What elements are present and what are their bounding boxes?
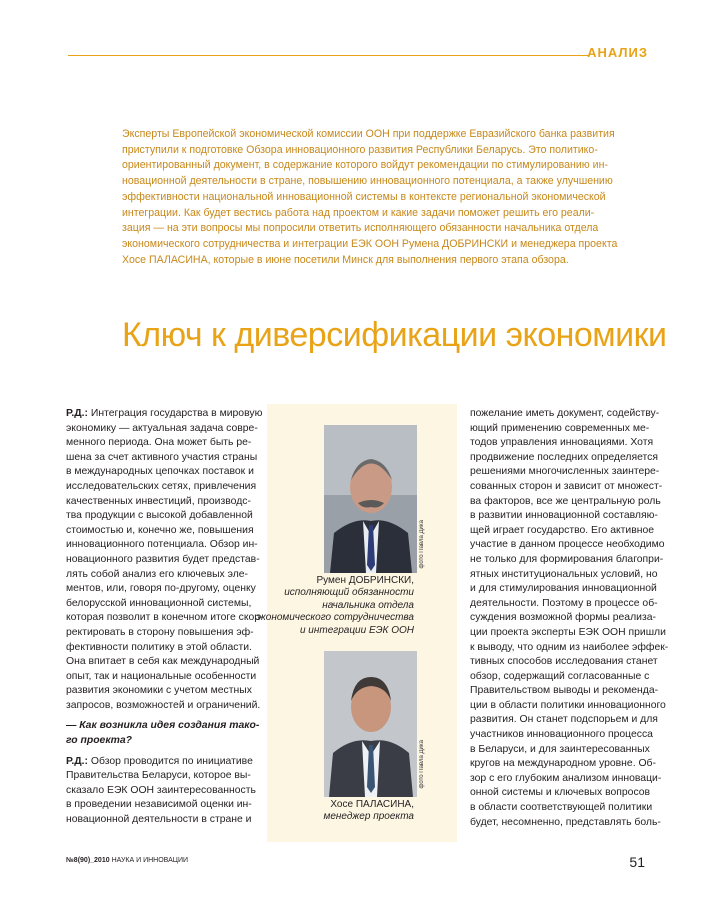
body-line: качественных инвестиций, производс- xyxy=(66,495,251,507)
body-line: ющий применению современных ме- xyxy=(470,422,650,434)
lead-line: новационной деятельности в стране, повышению инновационного потенциала, а также улучшению xyxy=(122,175,613,188)
portrait-photo-palacin xyxy=(324,651,417,797)
body-line: исследовательских сетях, привлечения xyxy=(66,480,257,492)
lead-line: экономического сотрудничества и интеграции ЕЭК ООН Румена ДОБРИНСКИ и менеджера проекта xyxy=(122,237,618,250)
issue-number: №8(90)_2010 xyxy=(66,857,110,864)
lead-line: интеграции. Как будет вестись работа над проектом и какие задачи поможет решить его реали- xyxy=(122,206,595,219)
body-line: к выводу, что одним из наиболее эффек- xyxy=(470,641,669,653)
body-line: которая позволит в конечном итоге скор- xyxy=(66,612,264,624)
body-line: ции в области политики инновационного xyxy=(470,699,666,711)
body-line: Правительства Беларуси, которое вы- xyxy=(66,770,251,782)
body-line: тва продукции с высокой добавленной xyxy=(66,510,253,522)
page-number: 51 xyxy=(629,854,645,870)
body-line: новационной деятельности в стране и xyxy=(66,814,252,826)
person-role: экономического сотрудничества xyxy=(256,612,414,624)
person-role: исполняющий обязанности xyxy=(284,587,414,599)
lead-line: ориентированный документ, в содержание которого войдут рекомендации по стимулированию ин- xyxy=(122,159,608,172)
body-line: Она впитает в себя как международный xyxy=(66,656,260,668)
body-line: кругов на международном уровне. Об- xyxy=(470,758,656,770)
body-line: в международных цепочках поставок и xyxy=(66,466,254,478)
body-line: не только для формирования благопри- xyxy=(470,553,664,565)
body-line: опыт, так и национальные особенности xyxy=(66,670,257,682)
body-line: ятных институциональных условий, но xyxy=(470,568,658,580)
body-line: фективности политику в этой области. xyxy=(66,641,252,653)
speaker-initials: Р.Д.: xyxy=(66,408,89,419)
body-line: тивных способов исследования станет xyxy=(470,656,658,668)
caption-dobrinski xyxy=(256,575,414,637)
body-line: продвижение последних определяется xyxy=(470,451,658,463)
body-line: тодов управления инновациями. Хотя xyxy=(470,437,654,449)
body-line: лять собой анализ его ключевых эле- xyxy=(66,568,249,580)
body-line: шена за счет активного участия страны xyxy=(66,451,258,463)
photo-credit: фото Павла Дика xyxy=(419,740,425,789)
body-line: и для стимулирования инновационной xyxy=(470,583,657,595)
body-line: обзор, содержащий согласованные с xyxy=(470,670,650,682)
body-line: в Беларуси, и для заинтересованных xyxy=(470,743,650,755)
text-column-left xyxy=(66,407,264,828)
body-line: зор с его глубоким анализом инноваци- xyxy=(470,772,662,784)
interview-question: — Как возникла идея создания тако- xyxy=(66,720,260,732)
speaker-initials: Р.Д.: xyxy=(66,755,89,767)
lead-line: приступили к подготовке Обзора инновационного развития Республики Беларусь. Это политико- xyxy=(122,143,598,156)
portrait-illustration xyxy=(324,425,417,573)
body-line: Обзор проводится по инициативе xyxy=(88,755,253,767)
body-line: экономику — актуальная задача совре- xyxy=(66,422,258,434)
interview-question: го проекта? xyxy=(66,735,132,747)
body-line: инновационного потенциала. Обзор ин- xyxy=(66,539,258,551)
text-column-right xyxy=(470,407,669,830)
body-line: онной системы и ключевых вопросов xyxy=(470,787,651,799)
body-line: белорусской инновационной системы, xyxy=(66,597,252,609)
portrait-illustration xyxy=(324,651,417,797)
person-name: Хосе ПАЛАСИНА, xyxy=(330,799,414,810)
body-line: ректировать в сторону повышения эф- xyxy=(66,626,254,638)
body-line: решениями многочисленных заинтере- xyxy=(470,466,660,478)
person-name: Румен ДОБРИНСКИ, xyxy=(316,575,414,586)
body-line: суждения возможной формы реализа- xyxy=(470,612,656,624)
journal-name: НАУКА И ИННОВАЦИИ xyxy=(109,857,189,864)
body-line: участие в данном процессе необходимо xyxy=(470,539,665,551)
body-line: менного периода. Она может быть ре- xyxy=(66,437,252,449)
body-line: пожелание иметь документ, содейству- xyxy=(470,408,660,419)
body-line: в проведении независимой оценки ин- xyxy=(66,799,252,811)
body-line: ва факторов, все же центральную роль xyxy=(470,495,661,507)
header-rule xyxy=(68,55,588,56)
person-role: начальника отдела xyxy=(322,599,414,611)
lead-paragraph xyxy=(122,127,618,268)
photo-credit: фото Павла Дика xyxy=(419,520,425,569)
body-line: ментов, или, говоря по-другому, оценку xyxy=(66,583,256,595)
lead-line: Эксперты Европейской экономической комиссии ООН при поддержке Евразийского банка развития xyxy=(122,128,615,140)
section-label: АНАЛИЗ xyxy=(587,45,648,60)
body-line: в области соответствующей политики xyxy=(470,802,653,814)
body-line: участников инновационного процесса xyxy=(470,729,653,741)
lead-line: зация — на эти вопросы мы попросили ответить исполняющего обязанности начальника отдела xyxy=(122,222,599,235)
caption-palacin xyxy=(324,799,414,824)
body-line: щей играет государство. Его активное xyxy=(470,524,655,536)
body-line: развития. Он станет подспорьем и для xyxy=(470,714,658,726)
body-line: сованных сторон и зависит от множест- xyxy=(470,480,663,492)
page-footer xyxy=(66,857,188,864)
body-line: деятельности. Поэтому в процессе об- xyxy=(470,597,658,609)
person-role: и интеграции ЕЭК ООН xyxy=(299,624,414,636)
lead-line: Хосе ПАЛАСИНА, которые в июне посетили Минск для выполнения первого этапа обзора. xyxy=(122,253,569,266)
body-line: сказало ЕЭК ООН заинтересованность xyxy=(66,784,256,796)
body-line: новационного развития будет представ- xyxy=(66,553,260,565)
body-line: ции проекта эксперты ЕЭК ООН пришли xyxy=(470,626,666,638)
body-line: развития экономики с учетом местных xyxy=(66,685,252,697)
body-line: стоимостью и, конечно же, повышения xyxy=(66,524,254,536)
body-line: Интеграция государства в мировую xyxy=(88,408,263,419)
article-title: Ключ к диверсификации экономики xyxy=(122,316,667,354)
person-role: менеджер проекта xyxy=(323,811,414,823)
body-line: Правительством выводы и рекоменда- xyxy=(470,685,659,697)
body-line: будет, несомненно, представлять боль- xyxy=(470,816,661,828)
body-line: в развитии инновационной составляю- xyxy=(470,510,658,522)
lead-line: эффективности национальной инновационной системы в контексте региональной экономической xyxy=(122,190,606,203)
portrait-photo-dobrinski xyxy=(324,425,417,573)
body-line: запросов, возможностей и ограничений. xyxy=(66,699,261,711)
